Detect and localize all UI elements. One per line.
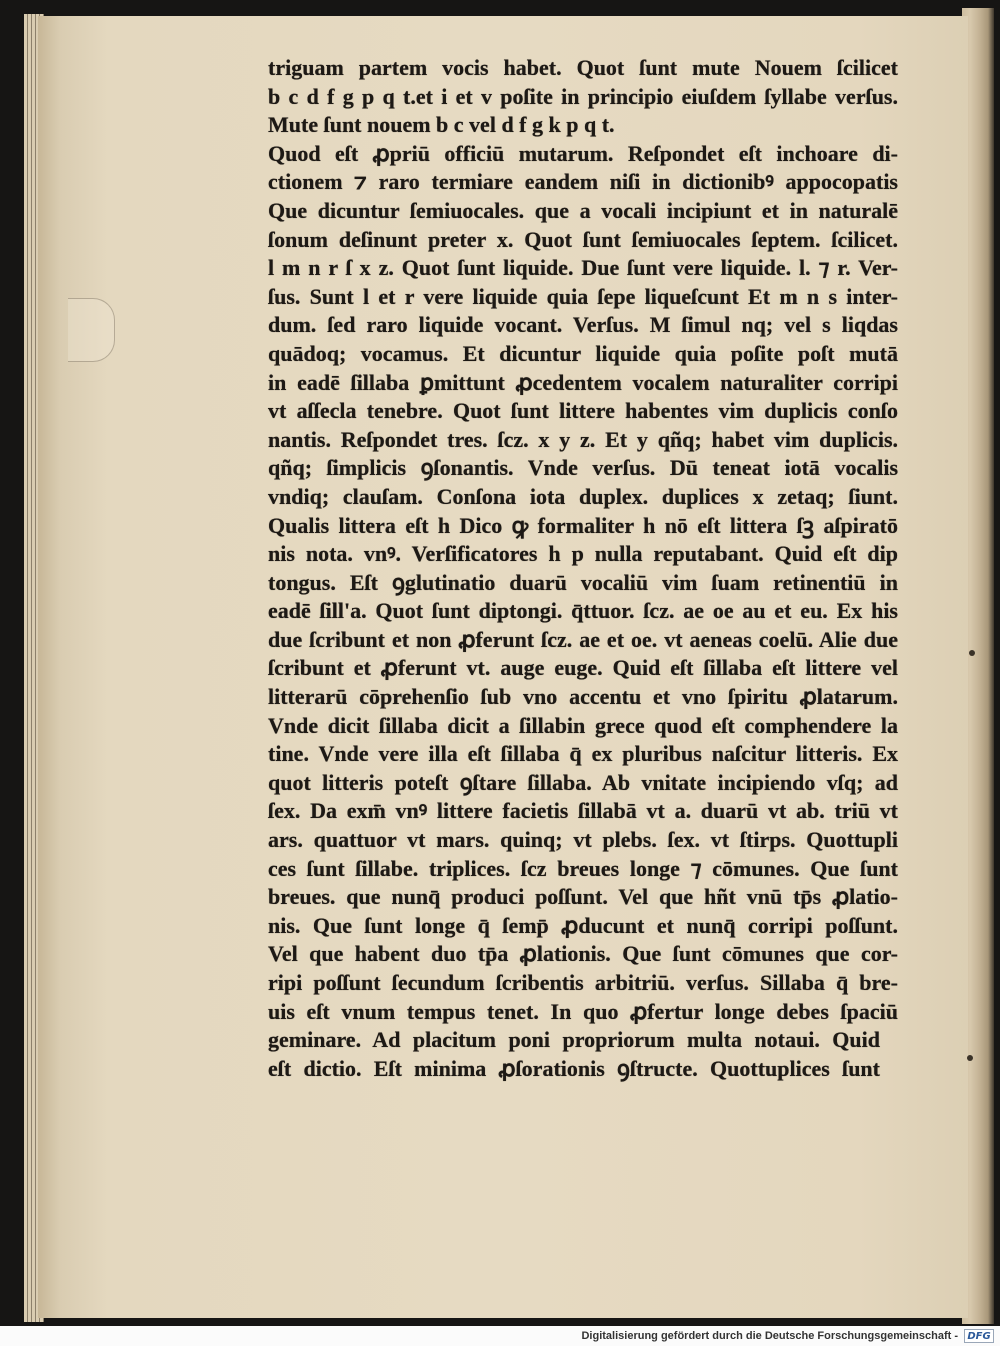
text-line: due ſcribunt et non ꝓferunt ſcz. ae et oe. vt aeneas coelū. Alie due xyxy=(268,626,898,652)
text-line: qñq; ſimplicis ꝯſonantis. Vnde verſus. Dū teneat iotā vocalis xyxy=(268,455,898,481)
text-block xyxy=(268,54,898,1083)
text-line: breues. que nunq̄ produci poſſunt. Vel que hñt vnū tp̄s ꝓlatio- xyxy=(268,884,898,910)
text-line: quot litteris poteſt ꝯſtare ſillaba. Ab vnitate incipiendo vſq; ad xyxy=(268,769,898,795)
text-line: vndiq; clauſam. Conſona iota duplex. duplices x zetaq; ſiunt. xyxy=(268,483,898,509)
dfg-logo[interactable]: DFG xyxy=(964,1329,994,1343)
text-line: ſonum deſinunt preter x. Quot ſunt ſemiuocales ſeptem. ſcilicet. xyxy=(268,226,898,252)
text-line: Qualis littera eſt h Dico ꝙ formaliter h nō eſt littera ſꝫ aſpiratō xyxy=(268,512,898,538)
text-line: ars. quattuor vt mars. quinq; vt plebs. ſex. vt ſtirps. Quottupli xyxy=(268,827,898,853)
text-line: nis nota. vnꝰ. Verſificatores h p nulla reputabant. Quid eſt dip xyxy=(268,541,898,567)
text-line: ripi poſſunt ſecundum ſcribentis arbitriū. verſus. Sillaba q̄ bre- xyxy=(268,970,898,995)
page-tab-mark xyxy=(68,298,115,362)
text-line: ctionem ⁊ raro termiare eandem niſi in dictionibꝰ appocopatis xyxy=(268,169,898,195)
text-line: Quod eſt ꝓpriū officiū mutarum. Reſpondet eſt inchoare di- xyxy=(268,140,898,166)
text-line: nis. Que ſunt longe q̄ ſemp̄ ꝓducunt et nunq̄ corripi poſſunt. xyxy=(268,912,898,938)
text-line: geminare. Ad placitum poni propriorum multa notaui. Quid xyxy=(268,1027,880,1053)
text-line: Mute ſunt nouem b c vel d f g k p q t. xyxy=(268,112,615,138)
text-line: tine. Vnde vere illa eſt ſillaba q̄ ex pluribus naſcitur litteris. Ex xyxy=(268,741,898,767)
footer xyxy=(0,1326,1000,1346)
text-line: litterarū cōprehenſio ſub vno accentu et vno ſpiritu ꝓlatarum. xyxy=(268,684,898,710)
text-line: triguam partem vocis habet. Quot ſunt mute Nouem ſcilicet xyxy=(268,55,898,80)
text-line: eadē ſill'a. Quot ſunt diptongi. q̄ttuor. ſcz. ae oe au et eu. Ex his xyxy=(268,598,898,624)
text-line: nantis. Reſpondet tres. ſcz. x y z. Et y qñq; habet vim duplicis. xyxy=(268,426,898,452)
text-line: ſcribunt et ꝓferunt vt. auge euge. Quid eſt ſillaba eſt littere vel xyxy=(268,655,898,681)
text-line: ſex. Da exm̄ vnꝰ littere facietis ſillabā vt a. duarū vt ab. triū vt xyxy=(268,798,898,824)
text-line: tongus. Eſt ꝯglutinatio duarū vocaliū vim ſuam retinentiū in xyxy=(268,569,898,595)
text-line: uis eſt vnum tempus tenet. In quo ꝓfertur longe debes ſpaciū xyxy=(268,998,898,1024)
text-line: Que dicuntur ſemiuocales. que a vocali incipiunt et in naturalē xyxy=(268,197,898,223)
text-line: dum. ſed raro liquide vocant. Verſus. M ſimul nq; vel s liqdas xyxy=(268,312,898,338)
text-line: ſus. Sunt l et r vere liquide quia ſepe liqueſcunt Et m n s inter- xyxy=(268,283,898,309)
text-line: b c d f g p q t.et i et v poſite in principio eiuſdem ſyllabe verſus. xyxy=(268,83,898,109)
text-line: eſt dictio. Eſt minima ꝓſorationis ꝯſtructe. Quottuplices ſunt xyxy=(268,1055,880,1081)
text-line: in eadē ſillaba ꝑmittunt ꝓcedentem vocalem naturaliter corripi xyxy=(268,369,898,395)
text-line: Vnde dicit ſillaba dicit a ſillabin grece quod eſt comphendere la xyxy=(268,712,898,738)
binding-hole xyxy=(969,650,975,656)
text-line: quādoq; vocamus. Et dicuntur liquide quia poſite poſt mutā xyxy=(268,340,898,366)
text-line: Vel que habent duo tp̄a ꝓlationis. Que ſunt cōmunes que cor- xyxy=(268,941,898,967)
text-line: ces ſunt ſillabe. triplices. ſcz breues longe ⁊ cōmunes. Que ſunt xyxy=(268,855,898,881)
text-line: l m n r ſ x z. Quot ſunt liquide. Due ſunt vere liquide. l. ⁊ r. Ver- xyxy=(268,255,898,281)
text-line: vt aſſecla tenebre. Quot ſunt littere habentes vim duplicis conſo xyxy=(268,398,898,424)
footer-credit: Digitalisierung gefördert durch die Deutsche Forschungsgemeinschaft - xyxy=(581,1330,958,1342)
binding-hole xyxy=(967,1055,973,1061)
